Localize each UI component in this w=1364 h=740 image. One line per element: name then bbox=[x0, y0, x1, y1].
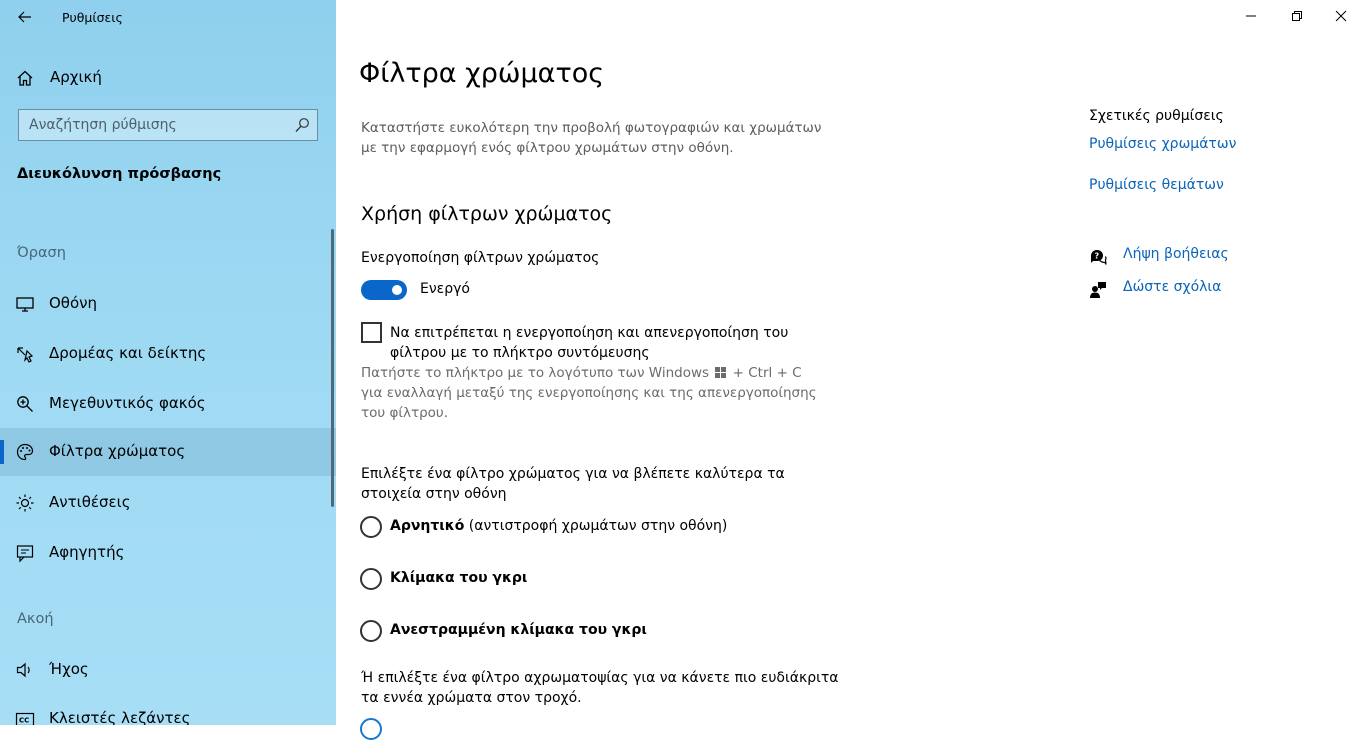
filter-radio-grayscale-inverted[interactable] bbox=[360, 620, 382, 642]
sidebar-scrollbar[interactable] bbox=[331, 229, 334, 507]
use-filters-heading: Χρήση φίλτρων χρώματος bbox=[361, 203, 613, 225]
color-filters-toggle[interactable] bbox=[361, 280, 407, 300]
shortcut-checkbox-label[interactable]: Να επιτρέπεται η ενεργοποίηση και απενεργοποίηση του φίλτρου με το πλήκτρο συντόμευσης bbox=[390, 325, 789, 361]
closed-captions-icon bbox=[15, 709, 35, 725]
sidebar-item-display[interactable] bbox=[0, 280, 336, 328]
group-label-hearing: Ακοή bbox=[17, 611, 54, 627]
shortcut-checkbox[interactable] bbox=[361, 322, 382, 343]
filter-radio-inverted[interactable] bbox=[360, 516, 382, 538]
magnifier-icon bbox=[15, 394, 35, 414]
feedback-label: Δώστε σχόλια bbox=[1123, 279, 1222, 295]
svg-text:CC: CC bbox=[19, 716, 30, 725]
hint-text-before: Πατήστε το πλήκτρο με το λογότυπο των Windows bbox=[361, 365, 710, 381]
get-help-label: Λήψη βοήθειας bbox=[1123, 246, 1229, 262]
selection-indicator bbox=[0, 440, 4, 464]
display-icon bbox=[15, 294, 35, 314]
page-description: Καταστήστε ευκολότερη την προβολή φωτογραφιών και χρωμάτων με την εφαρμογή ενός φίλτρου χρωμάτων στην οθόνη. bbox=[361, 120, 822, 156]
sidebar-item-label: Μεγεθυντικός φακός bbox=[49, 394, 206, 412]
sidebar-item-label: Οθόνη bbox=[49, 294, 98, 312]
search-box[interactable] bbox=[18, 109, 318, 141]
sidebar-item-cursor[interactable] bbox=[0, 330, 336, 378]
close-button[interactable] bbox=[1318, 0, 1364, 32]
palette-icon bbox=[15, 442, 35, 462]
filter-radio-label[interactable] bbox=[390, 570, 527, 586]
search-input[interactable] bbox=[19, 110, 289, 139]
speaker-icon bbox=[15, 660, 35, 680]
sidebar-item-sound[interactable] bbox=[0, 646, 336, 694]
sidebar-item-color-filters[interactable] bbox=[0, 428, 336, 476]
group-label-vision: Όραση bbox=[17, 245, 66, 261]
minimize-button[interactable] bbox=[1228, 0, 1274, 32]
brightness-icon bbox=[15, 493, 35, 513]
app-title: Ρυθμίσεις bbox=[62, 10, 123, 25]
help-chat-icon bbox=[1089, 248, 1107, 266]
minimize-icon bbox=[1245, 10, 1257, 22]
narrator-icon bbox=[15, 543, 35, 563]
color-settings-link[interactable]: Ρυθμίσεις χρωμάτων bbox=[1089, 136, 1237, 152]
feedback-icon bbox=[1089, 281, 1107, 299]
colorblind-filter-label: Ή επιλέξτε ένα φίλτρο αχρωματοψίας για να κάνετε πιο ευδιάκριτα τα εννέα χρώματα στον τροχό. bbox=[361, 670, 839, 706]
theme-settings-link[interactable]: Ρυθμίσεις θεμάτων bbox=[1089, 177, 1224, 193]
back-arrow-icon bbox=[18, 11, 32, 23]
sidebar-item-closed-captions[interactable] bbox=[0, 695, 336, 725]
back-button[interactable] bbox=[12, 4, 38, 30]
sidebar-item-label: Δρομέας και δείκτης bbox=[49, 344, 207, 362]
filter-radio-label[interactable] bbox=[390, 622, 647, 638]
filter-description: (αντιστροφή χρωμάτων στην οθόνη) bbox=[464, 518, 728, 534]
close-icon bbox=[1335, 10, 1347, 22]
sidebar-item-label: Κλειστές λεζάντες bbox=[49, 709, 191, 725]
restore-icon bbox=[1291, 10, 1303, 22]
sidebar-item-contrast[interactable] bbox=[0, 479, 336, 527]
filter-name: Κλίμακα του γκρι bbox=[390, 570, 528, 586]
toggle-label: Ενεργοποίηση φίλτρων χρώματος bbox=[361, 250, 600, 266]
toggle-knob bbox=[392, 285, 402, 295]
home-label: Αρχική bbox=[50, 68, 102, 86]
related-settings-title: Σχετικές ρυθμίσεις bbox=[1089, 108, 1224, 124]
windows-logo-icon bbox=[715, 367, 726, 378]
svg-text:?: ? bbox=[1094, 251, 1100, 261]
sidebar-item-label: Αφηγητής bbox=[49, 543, 125, 561]
toggle-state-label: Ενεργό bbox=[420, 281, 470, 297]
home-icon bbox=[16, 69, 34, 87]
sidebar-item-label: Αντιθέσεις bbox=[49, 493, 131, 511]
choose-filter-label: Επιλέξτε ένα φίλτρο χρώματος για να βλέπετε καλύτερα τα στοιχεία στην οθόνη bbox=[361, 466, 785, 502]
sidebar bbox=[0, 0, 336, 725]
sidebar-item-narrator[interactable] bbox=[0, 529, 336, 577]
titlebar bbox=[0, 0, 336, 34]
cursor-icon bbox=[15, 344, 35, 364]
sidebar-item-label: Ήχος bbox=[49, 660, 89, 678]
sidebar-item-label: Φίλτρα χρώματος bbox=[49, 442, 186, 460]
hint-text-after: + Ctrl + C για εναλλαγή μεταξύ της ενεργοποίησης και της απενεργοποίησης του φίλτρου. bbox=[361, 365, 817, 421]
filter-radio-grayscale[interactable] bbox=[360, 568, 382, 590]
page-title: Φίλτρα χρώματος bbox=[359, 58, 605, 89]
filter-name: Ανεστραμμένη κλίμακα του γκρι bbox=[390, 622, 647, 638]
colorblind-radio[interactable] bbox=[360, 718, 382, 740]
shortcut-hint bbox=[361, 363, 821, 423]
filter-name: Αρνητικό bbox=[390, 518, 465, 534]
section-title: Διευκόλυνση πρόσβασης bbox=[17, 166, 222, 182]
restore-button[interactable] bbox=[1274, 0, 1320, 32]
sidebar-item-magnifier[interactable] bbox=[0, 380, 336, 428]
filter-radio-label[interactable] bbox=[390, 518, 727, 534]
search-icon[interactable] bbox=[294, 117, 310, 133]
home-nav-item[interactable] bbox=[0, 62, 336, 94]
